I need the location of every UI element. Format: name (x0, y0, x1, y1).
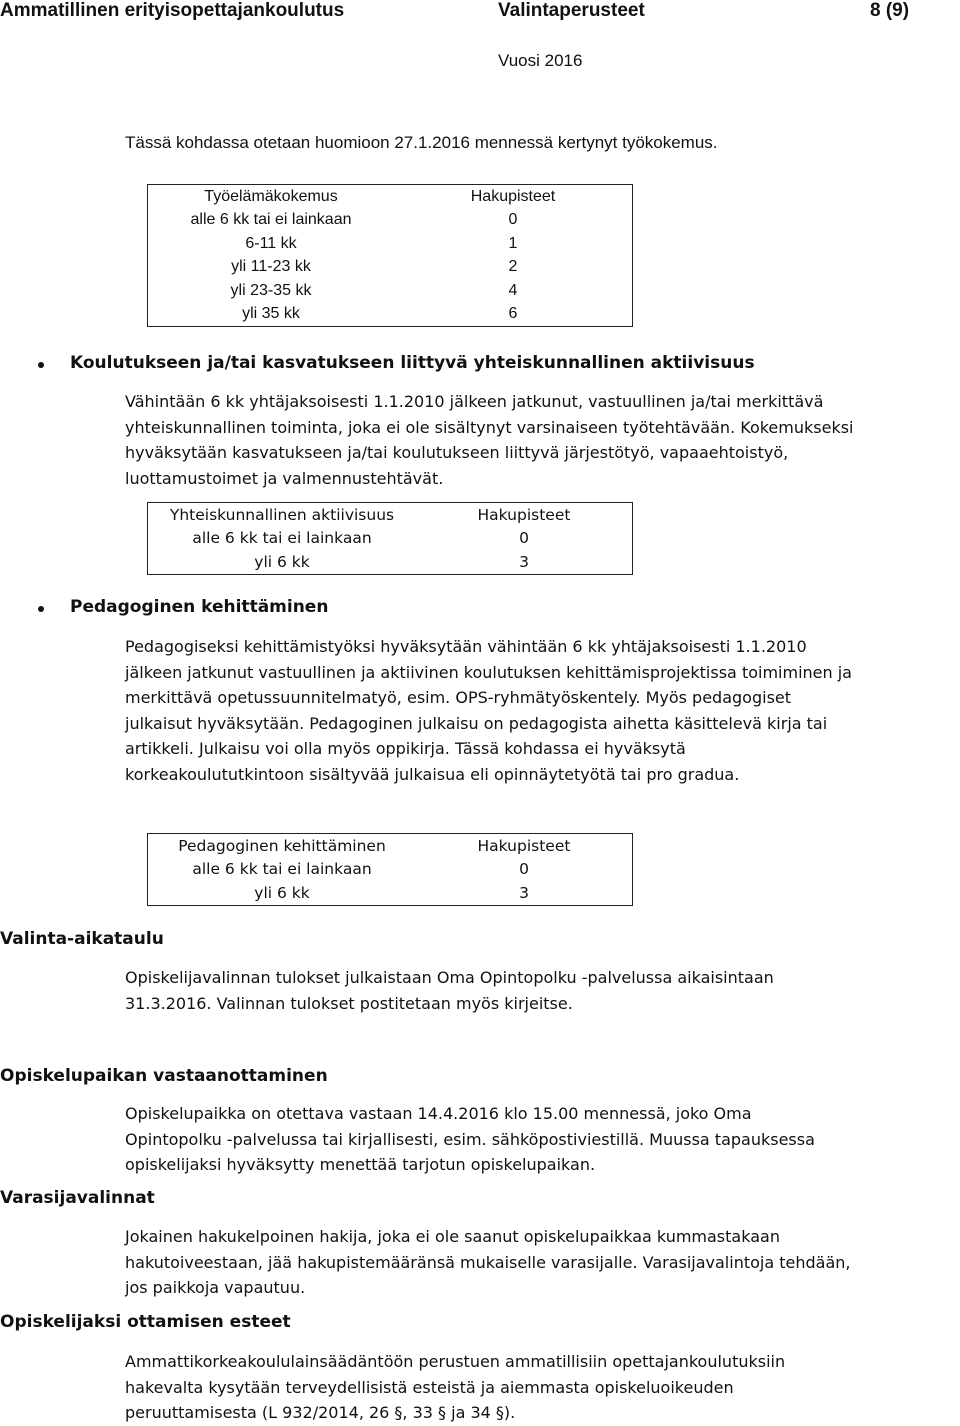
table-header-row (148, 185, 633, 209)
reserve-heading: Varasijavalinnat (0, 1188, 155, 1208)
bullet-icon (38, 606, 44, 612)
header-year: Vuosi 2016 (498, 51, 583, 70)
table-cell: 3 (519, 883, 529, 902)
table-cell: 0 (508, 211, 518, 229)
schedule-paragraph (125, 965, 955, 1016)
civic-heading: Koulutukseen ja/tai kasvatukseen liittyvä yhteiskunnallinen aktiivisuus (70, 353, 755, 373)
reserve-paragraph (125, 1224, 955, 1301)
table-cell: 3 (519, 552, 529, 571)
table-row (148, 858, 633, 882)
table-header-row (148, 834, 633, 858)
work-note: Tässä kohdassa otetaan huomioon 27.1.2016 mennessä kertynyt työkokemus. (125, 133, 718, 152)
header-title: Ammatillinen erityisopettajankoulutus (0, 0, 345, 21)
table-cell: 6-11 kk (245, 234, 297, 252)
obstacles-paragraph (125, 1349, 955, 1426)
civic-paragraph (125, 389, 955, 491)
obstacles-line: Ammattikorkeakoululainsäädäntöön perustuen ammatillisiin opettajankoulutuksiin (125, 1352, 786, 1371)
reserve-line: Jokainen hakukelpoinen hakija, joka ei ole saanut opiskelupaikkaa kummastakaan (125, 1227, 780, 1246)
table-cell: 4 (508, 281, 518, 299)
pedagogic-line: korkeakoulututkintoon sisältyvää julkaisua eli opinnäytetyötä tai pro gradua. (125, 764, 740, 784)
pedagogic-points-table (147, 833, 633, 906)
table-cell: 0 (519, 529, 529, 548)
table-cell: yli 11-23 kk (231, 258, 311, 276)
table-header: Työelämäkokemus (204, 187, 338, 205)
table-row (148, 303, 633, 327)
pedagogic-line: julkaisut hyväksytään. Pedagoginen julkaisu on pedagogista aihetta käsittelevä kirja tai (125, 713, 828, 733)
pedagogic-paragraph (125, 634, 960, 787)
table-cell: alle 6 kk tai ei lainkaan (192, 860, 372, 879)
table-cell: yli 6 kk (254, 552, 310, 571)
table-row (148, 256, 633, 280)
table-header: Hakupisteet (477, 836, 571, 855)
civic-points-table (147, 502, 633, 575)
table-header-row (148, 503, 633, 527)
page-number: 8 (9) (870, 0, 910, 21)
obstacles-heading: Opiskelijaksi ottamisen esteet (0, 1312, 291, 1332)
table-cell: yli 6 kk (254, 883, 310, 902)
acceptance-line: Opiskelupaikka on otettava vastaan 14.4.2016 klo 15.00 mennessä, joko Oma (125, 1104, 752, 1123)
table-header: Pedagoginen kehittäminen (178, 836, 386, 855)
civic-line: hyväksytään kasvatukseen ja/tai koulutukseen liittyvä järjestötyö, vapaaehtoistyö, (125, 443, 789, 462)
acceptance-line: Opintopolku -palvelussa tai kirjallisesti, esim. sähköpostiviestillä. Muussa tapauksessa (125, 1129, 815, 1149)
schedule-line: 31.3.2016. Valinnan tulokset postitetaan myös kirjeitse. (125, 993, 573, 1013)
schedule-line: Opiskelijavalinnan tulokset julkaistaan Oma Opintopolku -palvelussa aikaisintaan (125, 968, 774, 987)
bullet-icon (38, 362, 44, 368)
reserve-line: hakutoiveestaan, jää hakupistemääränsä mukaiselle varasijalle. Varasijavalintoja tehdään, (125, 1252, 851, 1272)
pedagogic-heading: Pedagoginen kehittäminen (70, 597, 329, 617)
table-cell: alle 6 kk tai ei lainkaan (190, 211, 352, 229)
acceptance-line: opiskelijaksi hyväksytty menettää tarjotun opiskelupaikan. (125, 1155, 596, 1174)
obstacles-line: hakevalta kysytään terveydellisistä esteistä ja aiemmasta opiskeluoikeuden (125, 1377, 734, 1397)
table-row (148, 527, 633, 551)
table-row (148, 209, 633, 233)
table-header: Yhteiskunnallinen aktiivisuus (169, 505, 395, 524)
table-row (148, 550, 633, 574)
civic-line: luottamustoimet ja valmennustehtävät. (125, 468, 444, 488)
table-cell: 2 (508, 258, 518, 276)
work-experience-table (147, 184, 633, 327)
table-cell: alle 6 kk tai ei lainkaan (192, 529, 372, 548)
obstacles-line: peruuttamisesta (L 932/2014, 26 §, 33 § ja 34 §). (125, 1403, 516, 1422)
acceptance-heading: Opiskelupaikan vastaanottaminen (0, 1066, 328, 1086)
table-cell: yli 35 kk (242, 305, 300, 323)
pedagogic-line: Pedagogiseksi kehittämistyöksi hyväksytään vähintään 6 kk yhtäjaksoisesti 1.1.2010 (125, 637, 807, 656)
acceptance-paragraph (125, 1101, 955, 1178)
table-cell: yli 23-35 kk (230, 281, 312, 299)
reserve-line: jos paikkoja vapautuu. (125, 1278, 306, 1297)
table-row (148, 232, 633, 256)
table-row (148, 279, 633, 303)
table-header: Hakupisteet (477, 505, 571, 524)
table-row (148, 881, 633, 905)
civic-line: Vähintään 6 kk yhtäjaksoisesti 1.1.2010 jälkeen jatkunut, vastuullinen ja/tai merkittävä (125, 392, 824, 411)
table-cell: 1 (508, 234, 518, 252)
pedagogic-line: merkittävä opetussuunnitelmatyö, esim. OPS-ryhmätyöskentely. Myös pedagogiset (125, 688, 792, 707)
table-cell: 6 (508, 305, 518, 323)
pedagogic-line: artikkeli. Julkaisu voi olla myös oppikirja. Tässä kohdassa ei hyväksytä (125, 739, 686, 758)
civic-line: yhteiskunnallinen toiminta, joka ei ole sisältynyt varsinaiseen työtehtävään. Kokemukseksi (125, 417, 854, 437)
header-center: Valintaperusteet (498, 0, 645, 21)
table-cell: 0 (519, 860, 529, 879)
schedule-heading: Valinta-aikataulu (0, 929, 164, 949)
pedagogic-line: jälkeen jatkunut vastuullinen ja aktiivinen koulutuksen kehittämisprojektissa toimiminen ja (125, 662, 852, 682)
table-header: Hakupisteet (470, 187, 556, 205)
